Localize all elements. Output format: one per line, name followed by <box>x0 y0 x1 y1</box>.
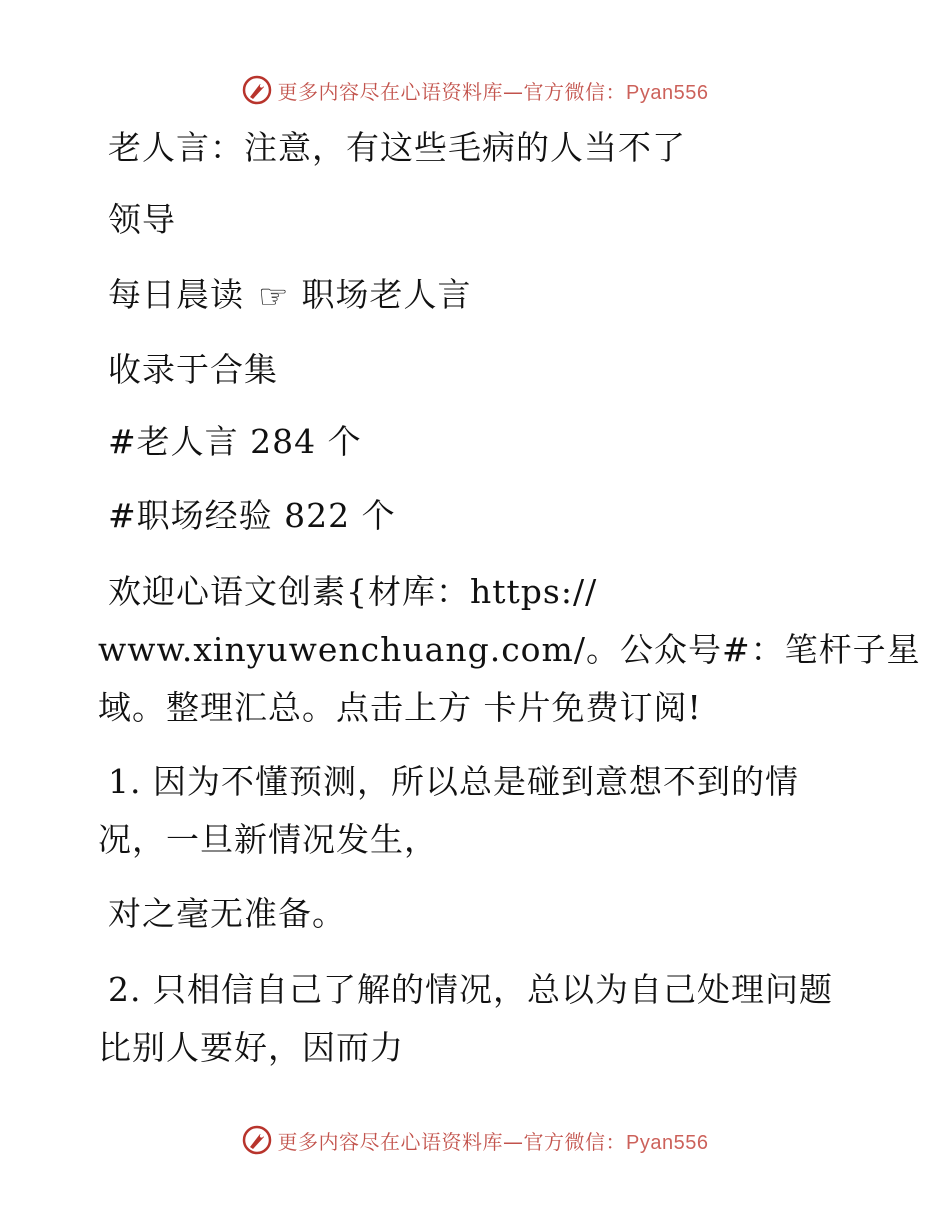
footer-watermark <box>0 1120 950 1160</box>
watermark-text: 更多内容尽在心语资料库—官方微信：Pyan556 <box>277 1129 709 1154</box>
item-1-line-3: 对之毫无准备。 <box>108 894 346 933</box>
header-watermark <box>0 70 950 110</box>
watermark-text: 更多内容尽在心语资料库—官方微信：Pyan556 <box>277 79 709 104</box>
collection-label: 收录于合集 <box>108 350 278 389</box>
intro-line-2: www.xinyuwenchuang.com/。公众号#：笔杆子星 <box>98 630 921 669</box>
item-1-line-1: 1. 因为不懂预测，所以总是碰到意想不到的情 <box>108 762 799 801</box>
column-prefix: 每日晨读 <box>108 275 244 314</box>
article-title-line-1: 老人言：注意，有这些毛病的人当不了 <box>108 128 686 167</box>
item-2-line-1: 2. 只相信自己了解的情况，总以为自己处理问题 <box>108 970 833 1009</box>
intro-line-3: 域。整理汇总。点击上方 卡片免费订阅! <box>98 688 702 727</box>
tag-workplace-experience: #职场经验 822 个 <box>108 496 396 535</box>
pen-nib-logo-icon <box>242 1125 272 1155</box>
pointing-hand-icon: ☞ <box>258 277 290 317</box>
tag-old-sayings: #老人言 284 个 <box>108 422 362 461</box>
intro-line-1: 欢迎心语文创素{材库：https:// <box>108 572 598 611</box>
column-line <box>108 275 471 317</box>
pen-nib-logo-icon <box>242 75 272 105</box>
item-2-line-2: 比别人要好，因而力 <box>98 1028 404 1067</box>
article-title-line-2: 领导 <box>108 200 176 239</box>
item-1-line-2: 况，一旦新情况发生， <box>98 820 438 859</box>
column-name: 职场老人言 <box>301 275 472 314</box>
